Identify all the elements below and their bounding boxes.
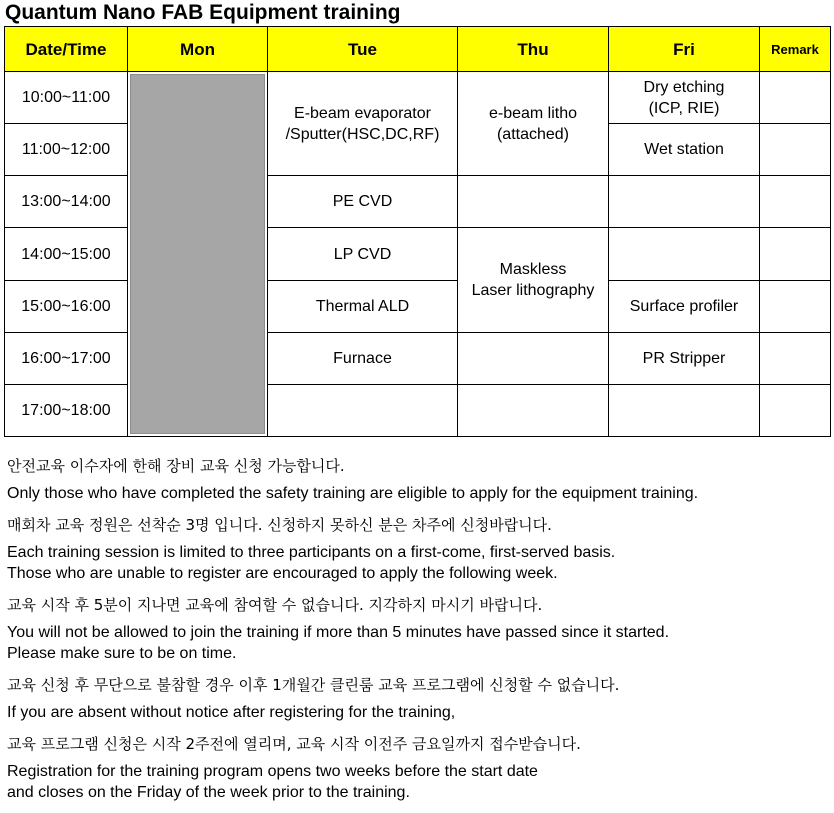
fri-empty-cell bbox=[609, 176, 760, 228]
tue-thermal-ald-cell: Thermal ALD bbox=[268, 281, 458, 333]
fri-empty-cell bbox=[609, 385, 760, 437]
tue-furnace-cell: Furnace bbox=[268, 333, 458, 385]
thu-ebeam-litho-cell: e-beam litho (attached) bbox=[458, 72, 609, 176]
fri-surface-profiler-cell: Surface profiler bbox=[609, 281, 760, 333]
schedule-table bbox=[4, 26, 831, 437]
remark-cell bbox=[760, 72, 831, 124]
header-row bbox=[5, 27, 831, 72]
header-remark: Remark bbox=[760, 27, 831, 72]
fri-pr-stripper-cell: PR Stripper bbox=[609, 333, 760, 385]
tue-empty-cell bbox=[268, 385, 458, 437]
page-title: Quantum Nano FAB Equipment training bbox=[5, 1, 401, 24]
notes-section bbox=[7, 456, 829, 803]
time-cell: 16:00~17:00 bbox=[5, 333, 128, 385]
thu-empty-cell bbox=[458, 176, 609, 228]
note-ko: 교육 신청 후 무단으로 불참할 경우 이후 1개월간 클린룸 교육 프로그램에 신청할 수 없습니다. bbox=[7, 676, 620, 694]
tue-lpcvd-cell: LP CVD bbox=[268, 228, 458, 281]
time-cell: 11:00~12:00 bbox=[5, 124, 128, 176]
table-row bbox=[5, 72, 831, 124]
header-tue: Tue bbox=[268, 27, 458, 72]
note-ko: 매회차 교육 정원은 선착순 3명 입니다. 신청하지 못하신 분은 차주에 신청바랍니다. bbox=[7, 516, 552, 534]
time-cell: 15:00~16:00 bbox=[5, 281, 128, 333]
note-en: Registration for the training program opens two weeks before the start date and closes on the Friday of the week prior to the training. bbox=[7, 763, 538, 801]
note-ko: 교육 프로그램 신청은 시작 2주전에 열리며, 교육 시작 이전주 금요일까지 접수받습니다. bbox=[7, 735, 581, 753]
fri-empty-cell bbox=[609, 228, 760, 281]
time-cell: 14:00~15:00 bbox=[5, 228, 128, 281]
fri-wet-station-cell: Wet station bbox=[609, 124, 760, 176]
header-mon: Mon bbox=[128, 27, 268, 72]
note-en: Only those who have completed the safety training are eligible to apply for the equipment training. bbox=[7, 485, 699, 502]
remark-cell bbox=[760, 385, 831, 437]
thu-maskless-cell: Maskless Laser lithography bbox=[458, 228, 609, 333]
thu-empty-cell bbox=[458, 333, 609, 385]
remark-cell bbox=[760, 281, 831, 333]
note-en: You will not be allowed to join the training if more than 5 minutes have passed since it started. Please make sure to be on time. bbox=[7, 624, 670, 662]
remark-cell bbox=[760, 228, 831, 281]
mon-blocked-cell bbox=[128, 72, 268, 437]
remark-cell bbox=[760, 124, 831, 176]
note-ko: 교육 시작 후 5분이 지나면 교육에 참여할 수 없습니다. 지각하지 마시기 바랍니다. bbox=[7, 596, 543, 614]
note-en: If you are absent without notice after registering for the training, bbox=[7, 704, 456, 721]
tue-pecvd-cell: PE CVD bbox=[268, 176, 458, 228]
time-cell: 10:00~11:00 bbox=[5, 72, 128, 124]
remark-cell bbox=[760, 333, 831, 385]
header-fri: Fri bbox=[609, 27, 760, 72]
note-en: Each training session is limited to three participants on a first-come, first-served basis. Those who are unable to register are encouraged to apply the following week. bbox=[7, 544, 616, 582]
thu-empty-cell bbox=[458, 385, 609, 437]
header-thu: Thu bbox=[458, 27, 609, 72]
fri-dry-etching-cell: Dry etching (ICP, RIE) bbox=[609, 72, 760, 124]
time-cell: 13:00~14:00 bbox=[5, 176, 128, 228]
header-datetime: Date/Time bbox=[5, 27, 128, 72]
mon-blocked-fill bbox=[130, 74, 265, 434]
time-cell: 17:00~18:00 bbox=[5, 385, 128, 437]
remark-cell bbox=[760, 176, 831, 228]
tue-ebeam-sputter-cell: E-beam evaporator /Sputter(HSC,DC,RF) bbox=[268, 72, 458, 176]
note-ko: 안전교육 이수자에 한해 장비 교육 신청 가능합니다. bbox=[7, 457, 345, 475]
